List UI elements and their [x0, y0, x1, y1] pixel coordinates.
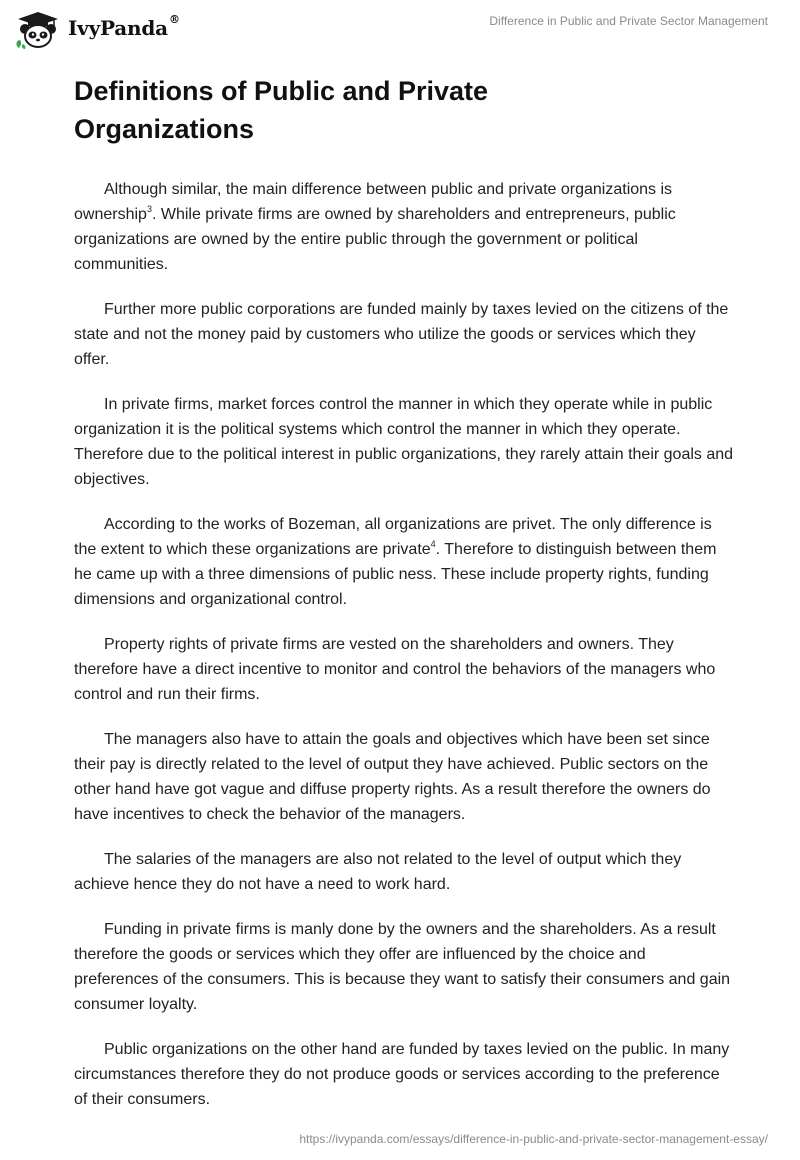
footnote-ref[interactable]: 3 — [146, 203, 152, 214]
paragraph: According to the works of Bozeman, all organizations are privet. The only difference is the extent to which these organizations are private$^4$. Therefore to distinguish between them he came up with a three dimensions of public ness. These include property rights, funding dimensions and organizational control. — [74, 516, 717, 608]
article-body — [74, 72, 734, 1132]
article-heading: Definitions of Public and Private Organizations — [74, 76, 489, 144]
document-title: Difference in Public and Private Sector Management — [489, 14, 768, 28]
page-header — [0, 0, 800, 60]
paragraph: Funding in private firms is manly done by the owners and the shareholders. As a result therefore the goods or services which they offer are influenced by the choice and preferences of the consumers. This is because they want to satisfy their consumers and gain consumer loyalty. — [74, 921, 731, 1013]
paragraph: Further more public corporations are funded mainly by taxes levied on the citizens of the state and not the money paid by customers who utilize the goods or services which they offer. — [74, 301, 729, 368]
paragraph: The managers also have to attain the goals and objectives which have been set since their pay is directly related to the level of output they have achieved. Public sectors on the other hand have got vague and diffuse property rights. As a result therefore the owners do have incentives to check the behavior of the managers. — [74, 731, 711, 823]
paragraph: Public organizations on the other hand are funded by taxes levied on the public. In many circumstances therefore they do not produce goods or services according to the preference of their consumers. — [74, 1041, 730, 1108]
paragraph: The salaries of the managers are also not related to the level of output which they achieve hence they do not have a need to work hard. — [74, 851, 682, 893]
paragraph: Property rights of private firms are vested on the shareholders and owners. They therefore have a direct incentive to monitor and control the behaviors of the managers who control and run their firms. — [74, 636, 716, 703]
source-url[interactable]: https://ivypanda.com/essays/difference-in-public-and-private-sector-management-essay/ — [299, 1132, 768, 1146]
footnote-ref[interactable]: 4 — [430, 538, 436, 549]
ivypanda-logo[interactable] — [14, 10, 180, 50]
paragraph: Although similar, the main difference between public and private organizations is ownership$^3$. While private firms are owned by shareholders and entrepreneurs, public organizations are owned by the entire public through the government or political communities. — [74, 181, 676, 273]
paragraph: In private firms, market forces control the manner in which they operate while in public organization it is the political systems which control the manner in which they operate. Therefore due to the political interest in public organizations, they rarely attain their goals and objectives. — [74, 396, 734, 488]
paragraph-list — [74, 177, 734, 1112]
panda-graduate-icon — [14, 10, 62, 50]
brand-name: IvyPanda® — [68, 13, 180, 40]
trademark-symbol: ® — [168, 13, 180, 27]
